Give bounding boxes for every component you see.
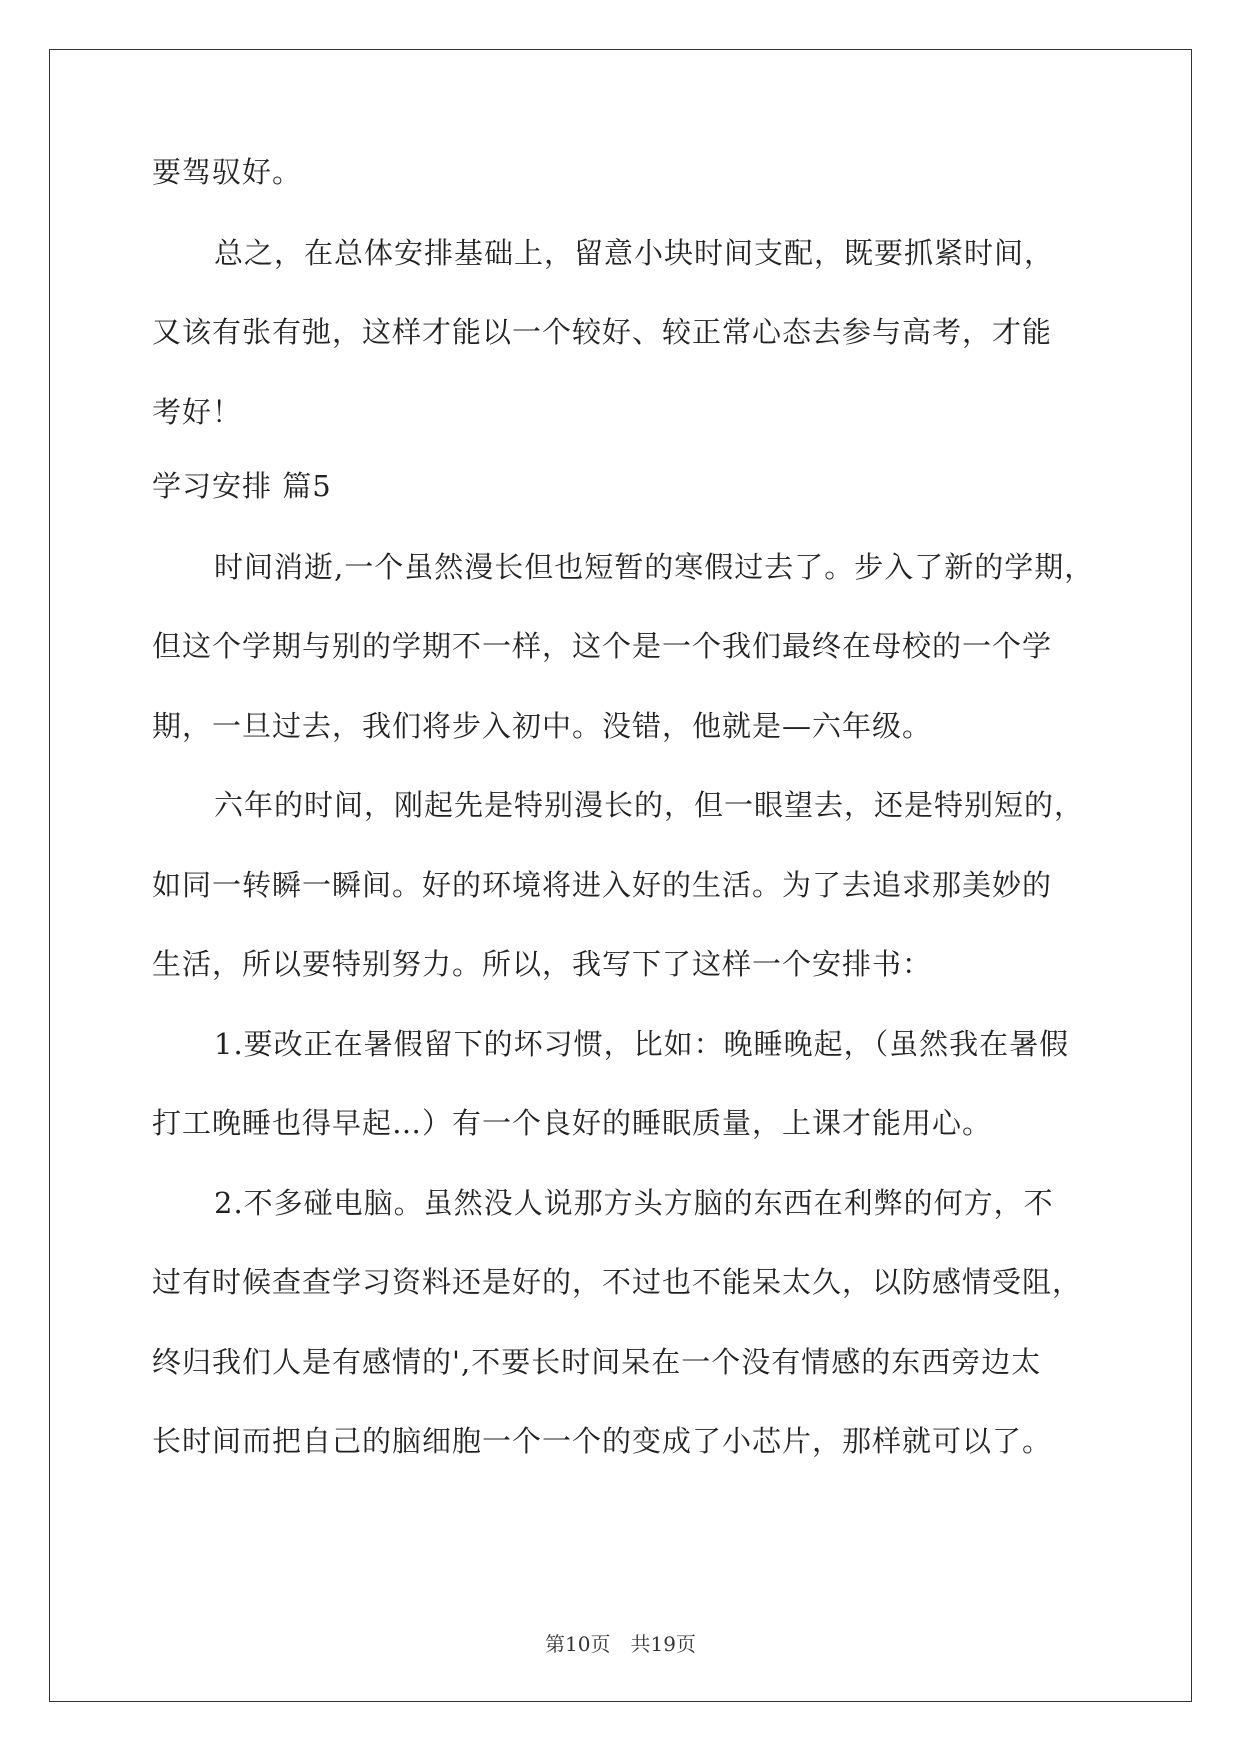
page-number-footer: 第10页 共19页	[545, 1632, 696, 1656]
paragraph-line: 如同一转瞬一瞬间。好的环境将进入好的生活。为了去追求那美妙的	[152, 868, 1053, 902]
paragraph-line: 考好！	[152, 395, 243, 429]
paragraph-line: 但这个学期与别的学期不一样，这个是一个我们最终在母校的一个学	[152, 629, 1053, 663]
paragraph-line: 过有时候查查学习资料还是好的，不过也不能呆太久，以防感情受阻，	[152, 1265, 1083, 1299]
paragraph-line: 时间消逝,一个虽然漫长但也短暂的寒假过去了。步入了新的学期，	[214, 550, 1095, 584]
paragraph-line: 总之，在总体安排基础上，留意小块时间支配，既要抓紧时间，	[214, 236, 1055, 270]
paragraph-line: 终归我们人是有感情的',不要长时间呆在一个没有情感的东西旁边太	[152, 1345, 1042, 1379]
paragraph-line: 要驾驭好。	[152, 155, 303, 189]
paragraph-line: 长时间而把自己的脑细胞一个一个的变成了小芯片，那样就可以了。	[152, 1424, 1053, 1458]
paragraph-line: 打工晚睡也得早起…）有一个良好的睡眠质量，上课才能用心。	[152, 1106, 993, 1140]
paragraph-line: 六年的时间，刚起先是特别漫长的，但一眼望去，还是特别短的，	[214, 788, 1085, 822]
paragraph-line: 期，一旦过去，我们将步入初中。没错，他就是—六年级。	[152, 709, 933, 743]
paragraph-line: 1.要改正在暑假留下的坏习惯，比如：晚睡晚起，（虽然我在暑假	[214, 1027, 1070, 1061]
section-heading: 学习安排 篇5	[152, 469, 332, 503]
paragraph-line: 生活，所以要特别努力。所以，我写下了这样一个安排书：	[152, 947, 933, 981]
paragraph-line: 2.不多碰电脑。虽然没人说那方头方脑的东西在利弊的何方，不	[214, 1186, 1054, 1220]
paragraph-line: 又该有张有弛，这样才能以一个较好、较正常心态去参与高考，才能	[152, 315, 1053, 349]
